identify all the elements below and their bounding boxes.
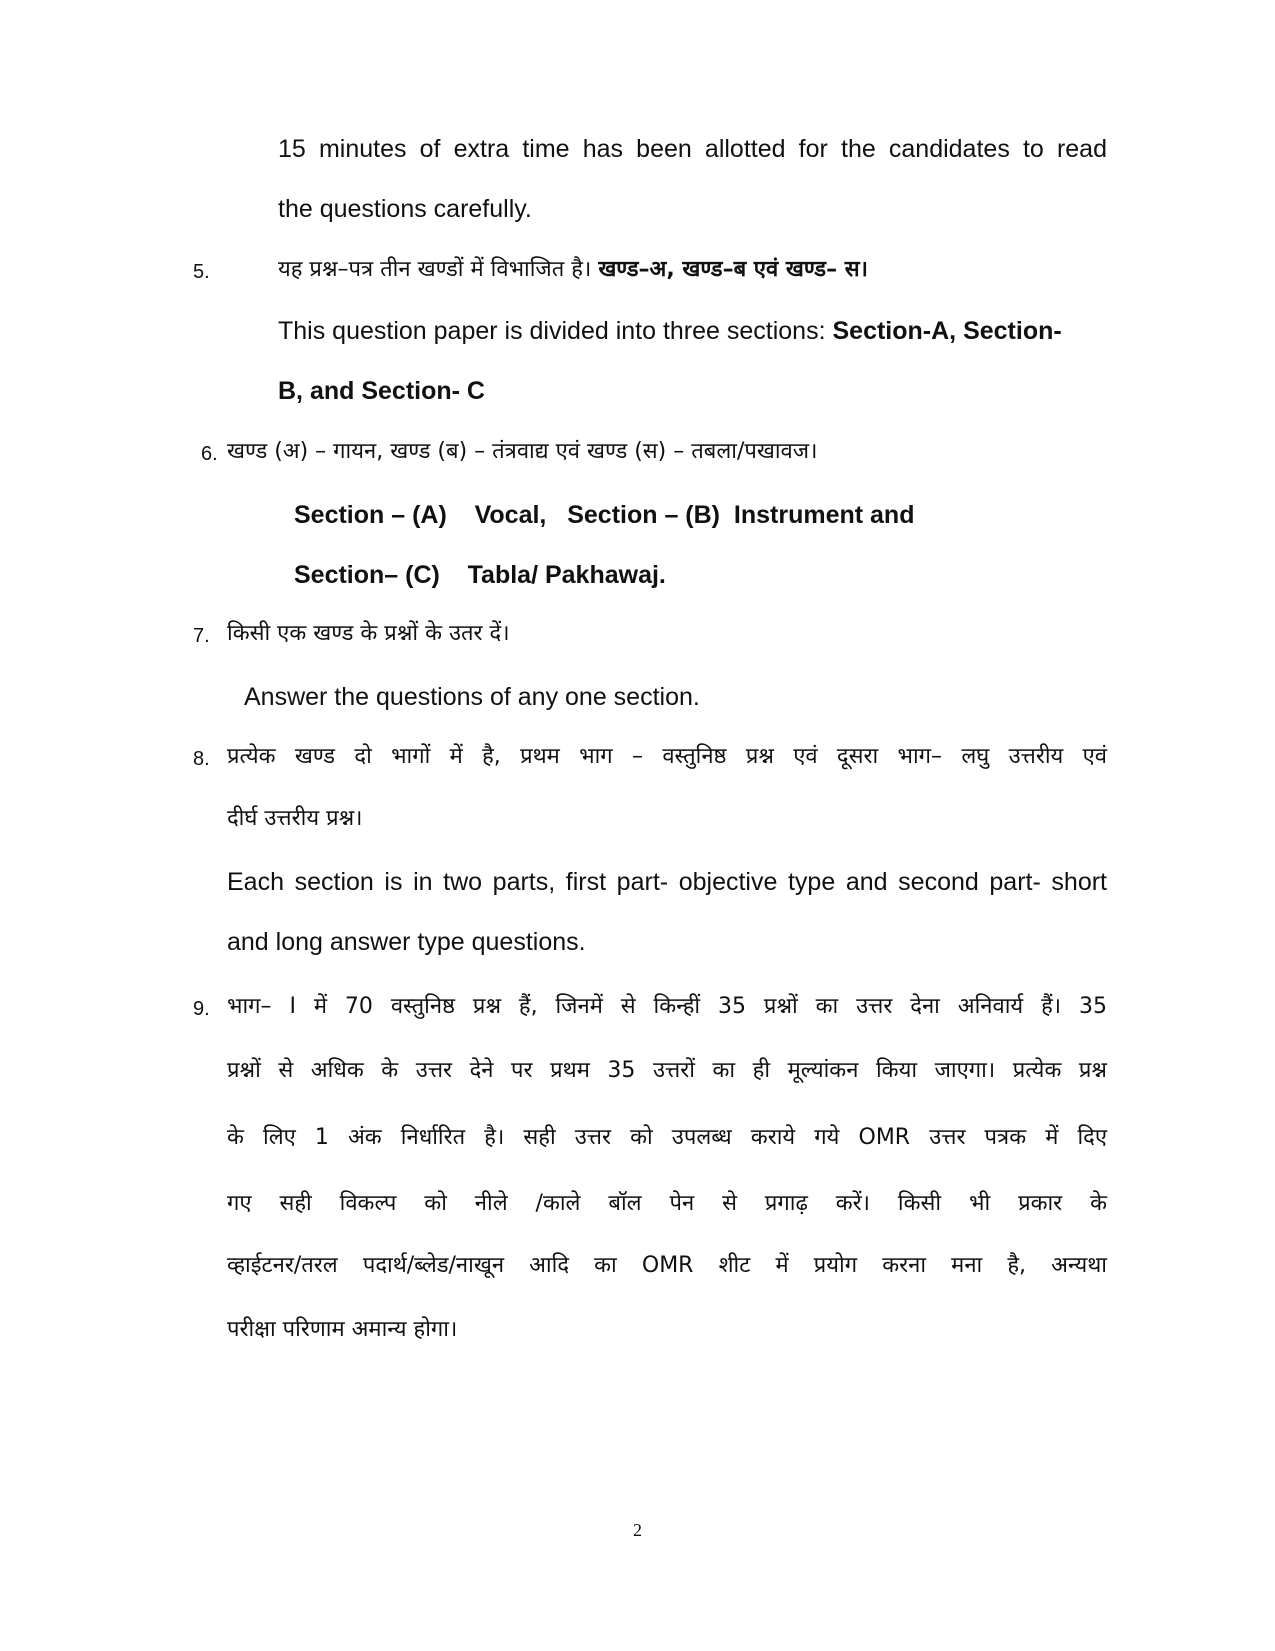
item5-english-sections: Section-A, Section-: [832, 317, 1062, 345]
item4-english-line1: 15 minutes of extra time has been allotted for the candidates to read: [278, 135, 1107, 163]
item6-english-line2: Section– (C) Tabla/ Pakhawaj.: [294, 561, 666, 589]
item6-english-line1: Section – (A) Vocal, Section – (B) Instrument and: [294, 501, 915, 529]
item6-number: 6.: [201, 443, 218, 465]
item8-hindi-line2: दीर्घ उत्तरीय प्रश्न।: [227, 806, 363, 831]
item8-english-line1: Each section is in two parts, first part- objective type and second part- short: [227, 868, 1107, 896]
item9-line: गए सही विकल्प को नीले /काले बॉल पेन से प्रगाढ़ करें। किसी भी प्रकार के: [227, 1191, 1107, 1216]
item5-english-line2: B, and Section- C: [278, 377, 485, 405]
item5-number: 5.: [193, 261, 210, 283]
page-number: 2: [633, 1520, 642, 1540]
item5-hindi-sections: खण्ड–अ, खण्ड–ब एवं खण्ड– स।: [598, 257, 868, 282]
item9-line: प्रश्नों से अधिक के उत्तर देने पर प्रथम 35 उत्तरों का ही मूल्यांकन किया जाएगा। प्रत्येक प्रश्न: [227, 1058, 1107, 1083]
item9-line: भाग– I में 70 वस्तुनिष्ठ प्रश्न हैं, जिनमें से किन्हीं 35 प्रश्नों का उत्तर देना अनिवार्य हैं। 35: [227, 994, 1107, 1019]
item9-line: के लिए 1 अंक निर्धारित है। सही उत्तर को उपलब्ध कराये गये OMR उत्तर पत्रक में दिए: [227, 1125, 1107, 1150]
item6-hindi-line: खण्ड (अ) – गायन, खण्ड (ब) – तंत्रवाद्य एवं खण्ड (स) – तबला/पखावज।: [227, 439, 818, 464]
item7-english-line: Answer the questions of any one section.: [244, 683, 700, 711]
item8-number: 8.: [193, 748, 210, 770]
item9-number: 9.: [193, 998, 210, 1020]
item7-hindi-line: किसी एक खण्ड के प्रश्नों के उतर दें।: [227, 621, 510, 646]
item9-line: व्हाईटनर/तरल पदार्थ/ब्लेड/नाखून आदि का OMR शीट में प्रयोग करना मना है, अन्यथा: [227, 1253, 1107, 1278]
item5-english-line1: [278, 315, 1062, 347]
item5-hindi-line: [278, 254, 868, 286]
item9-line: परीक्षा परिणाम अमान्य होगा।: [227, 1317, 458, 1342]
item5-english-text: This question paper is divided into three sections:: [278, 317, 826, 345]
item7-number: 7.: [193, 625, 210, 647]
item8-hindi-line1: प्रत्येक खण्ड दो भागों में है, प्रथम भाग – वस्तुनिष्ठ प्रश्न एवं दूसरा भाग– लघु उत्तरीय एवं: [227, 744, 1107, 769]
item4-english-line2: the questions carefully.: [278, 195, 532, 223]
item5-hindi-text: यह प्रश्न–पत्र तीन खण्डों में विभाजित है।: [278, 257, 592, 282]
item8-english-line2: and long answer type questions.: [227, 928, 586, 956]
